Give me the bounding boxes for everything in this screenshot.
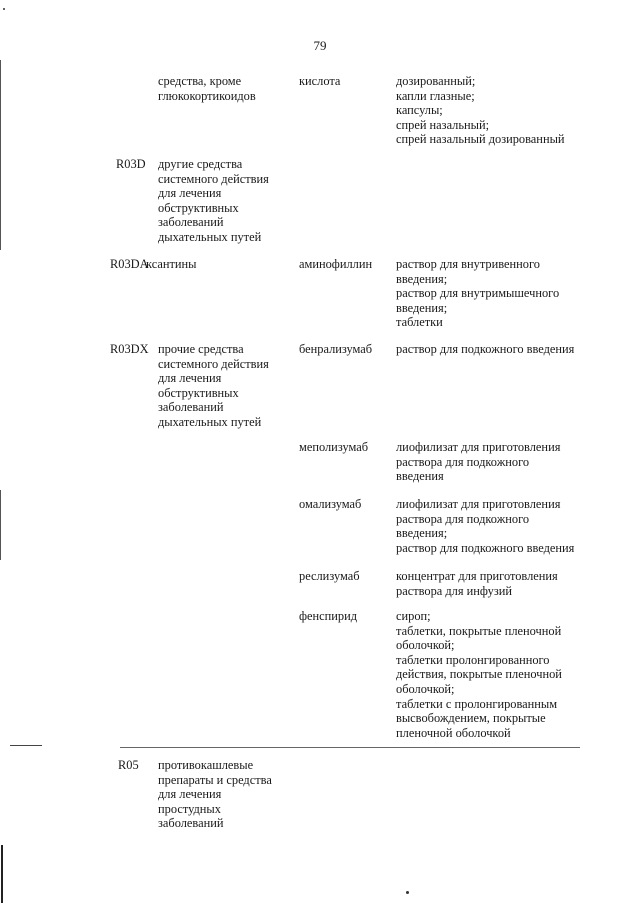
drug-name: кислота [299, 74, 341, 88]
group-name [146, 257, 197, 272]
group-line: глюкокортикоидов [158, 88, 256, 103]
group-line: для лечения [158, 371, 222, 386]
group-name [158, 74, 256, 103]
form-line: введения; [396, 526, 448, 541]
dosage-forms [396, 440, 560, 484]
form-line: лиофилизат для приготовления [396, 497, 561, 511]
group-line: простудных [158, 801, 221, 816]
form-line: оболочкой; [396, 681, 455, 696]
form-line: раствор для внутривенного [396, 257, 540, 271]
dosage-forms [396, 569, 558, 598]
form-line: оболочкой; [396, 638, 455, 653]
group-line: другие средства [158, 157, 243, 171]
dosage-forms [396, 74, 565, 147]
drug-name: бенрализумаб [299, 342, 373, 356]
form-line: таблетки с пролонгированным [396, 696, 558, 711]
group-name [158, 157, 269, 245]
form-line: таблетки, покрытые пленочной [396, 623, 562, 638]
form-line: капсулы; [396, 103, 443, 118]
atc-code: R05 [118, 758, 139, 772]
group-line: заболеваний [158, 400, 224, 415]
group-line: обструктивных [158, 200, 239, 215]
group-line: ксантины [146, 257, 197, 271]
group-name [158, 342, 269, 430]
form-line: спрей назальный; [396, 117, 490, 132]
page-number: 79 [313, 38, 327, 53]
form-line: спрей назальный дозированный [396, 132, 565, 147]
form-line: пленочной оболочкой [396, 725, 511, 740]
group-line: препараты и средства [158, 772, 272, 787]
form-line: раствора для подкожного [396, 511, 530, 526]
form-line: раствора для инфузий [396, 583, 512, 598]
scan-rule [10, 745, 42, 746]
scan-edge-mark [0, 490, 1, 560]
drug-name: реслизумаб [299, 569, 360, 583]
form-line: таблетки [396, 315, 443, 330]
group-line: средства, кроме [158, 74, 242, 88]
form-line: сироп; [396, 609, 431, 623]
atc-code: R03DX [110, 342, 149, 356]
group-line: обструктивных [158, 385, 239, 400]
scan-edge-mark [1, 845, 3, 903]
dosage-forms [396, 257, 559, 330]
dosage-forms [396, 342, 574, 357]
form-line: введения; [396, 271, 448, 286]
drug-name: омализумаб [299, 497, 362, 511]
form-line: высвобождением, покрытые [396, 711, 546, 726]
form-line: лиофилизат для приготовления [396, 440, 561, 454]
drug-name: аминофиллин [299, 257, 373, 271]
group-line: дыхательных путей [158, 414, 262, 429]
scan-edge-mark [0, 60, 1, 250]
scan-speck [3, 8, 5, 10]
form-line: раствор для подкожного введения [396, 342, 575, 356]
group-line: прочие средства [158, 342, 244, 356]
drug-name: меполизумаб [299, 440, 369, 454]
atc-code: R03DA [110, 257, 149, 271]
form-line: введения [396, 469, 444, 484]
atc-code: R03D [116, 157, 146, 171]
form-line: введения; [396, 300, 448, 315]
group-name [158, 758, 272, 831]
form-line: таблетки пролонгированного [396, 652, 550, 667]
form-line: раствор для подкожного введения [396, 540, 575, 555]
group-line: противокашлевые [158, 758, 254, 772]
group-line: для лечения [158, 787, 222, 802]
dosage-forms [396, 497, 574, 555]
drug-name: фенспирид [299, 609, 358, 623]
form-line: раствор для внутримышечного [396, 286, 560, 301]
group-line: системного действия [158, 356, 269, 371]
group-line: системного действия [158, 171, 269, 186]
form-line: раствора для подкожного [396, 454, 530, 469]
scan-rule [120, 747, 580, 748]
form-line: капли глазные; [396, 88, 475, 103]
scan-speck [406, 891, 409, 894]
form-line: концентрат для приготовления [396, 569, 558, 583]
dosage-forms [396, 609, 562, 740]
form-line: дозированный; [396, 74, 476, 88]
group-line: заболеваний [158, 816, 224, 831]
group-line: заболеваний [158, 215, 224, 230]
group-line: для лечения [158, 186, 222, 201]
form-line: действия, покрытые пленочной [396, 667, 562, 682]
group-line: дыхательных путей [158, 229, 262, 244]
